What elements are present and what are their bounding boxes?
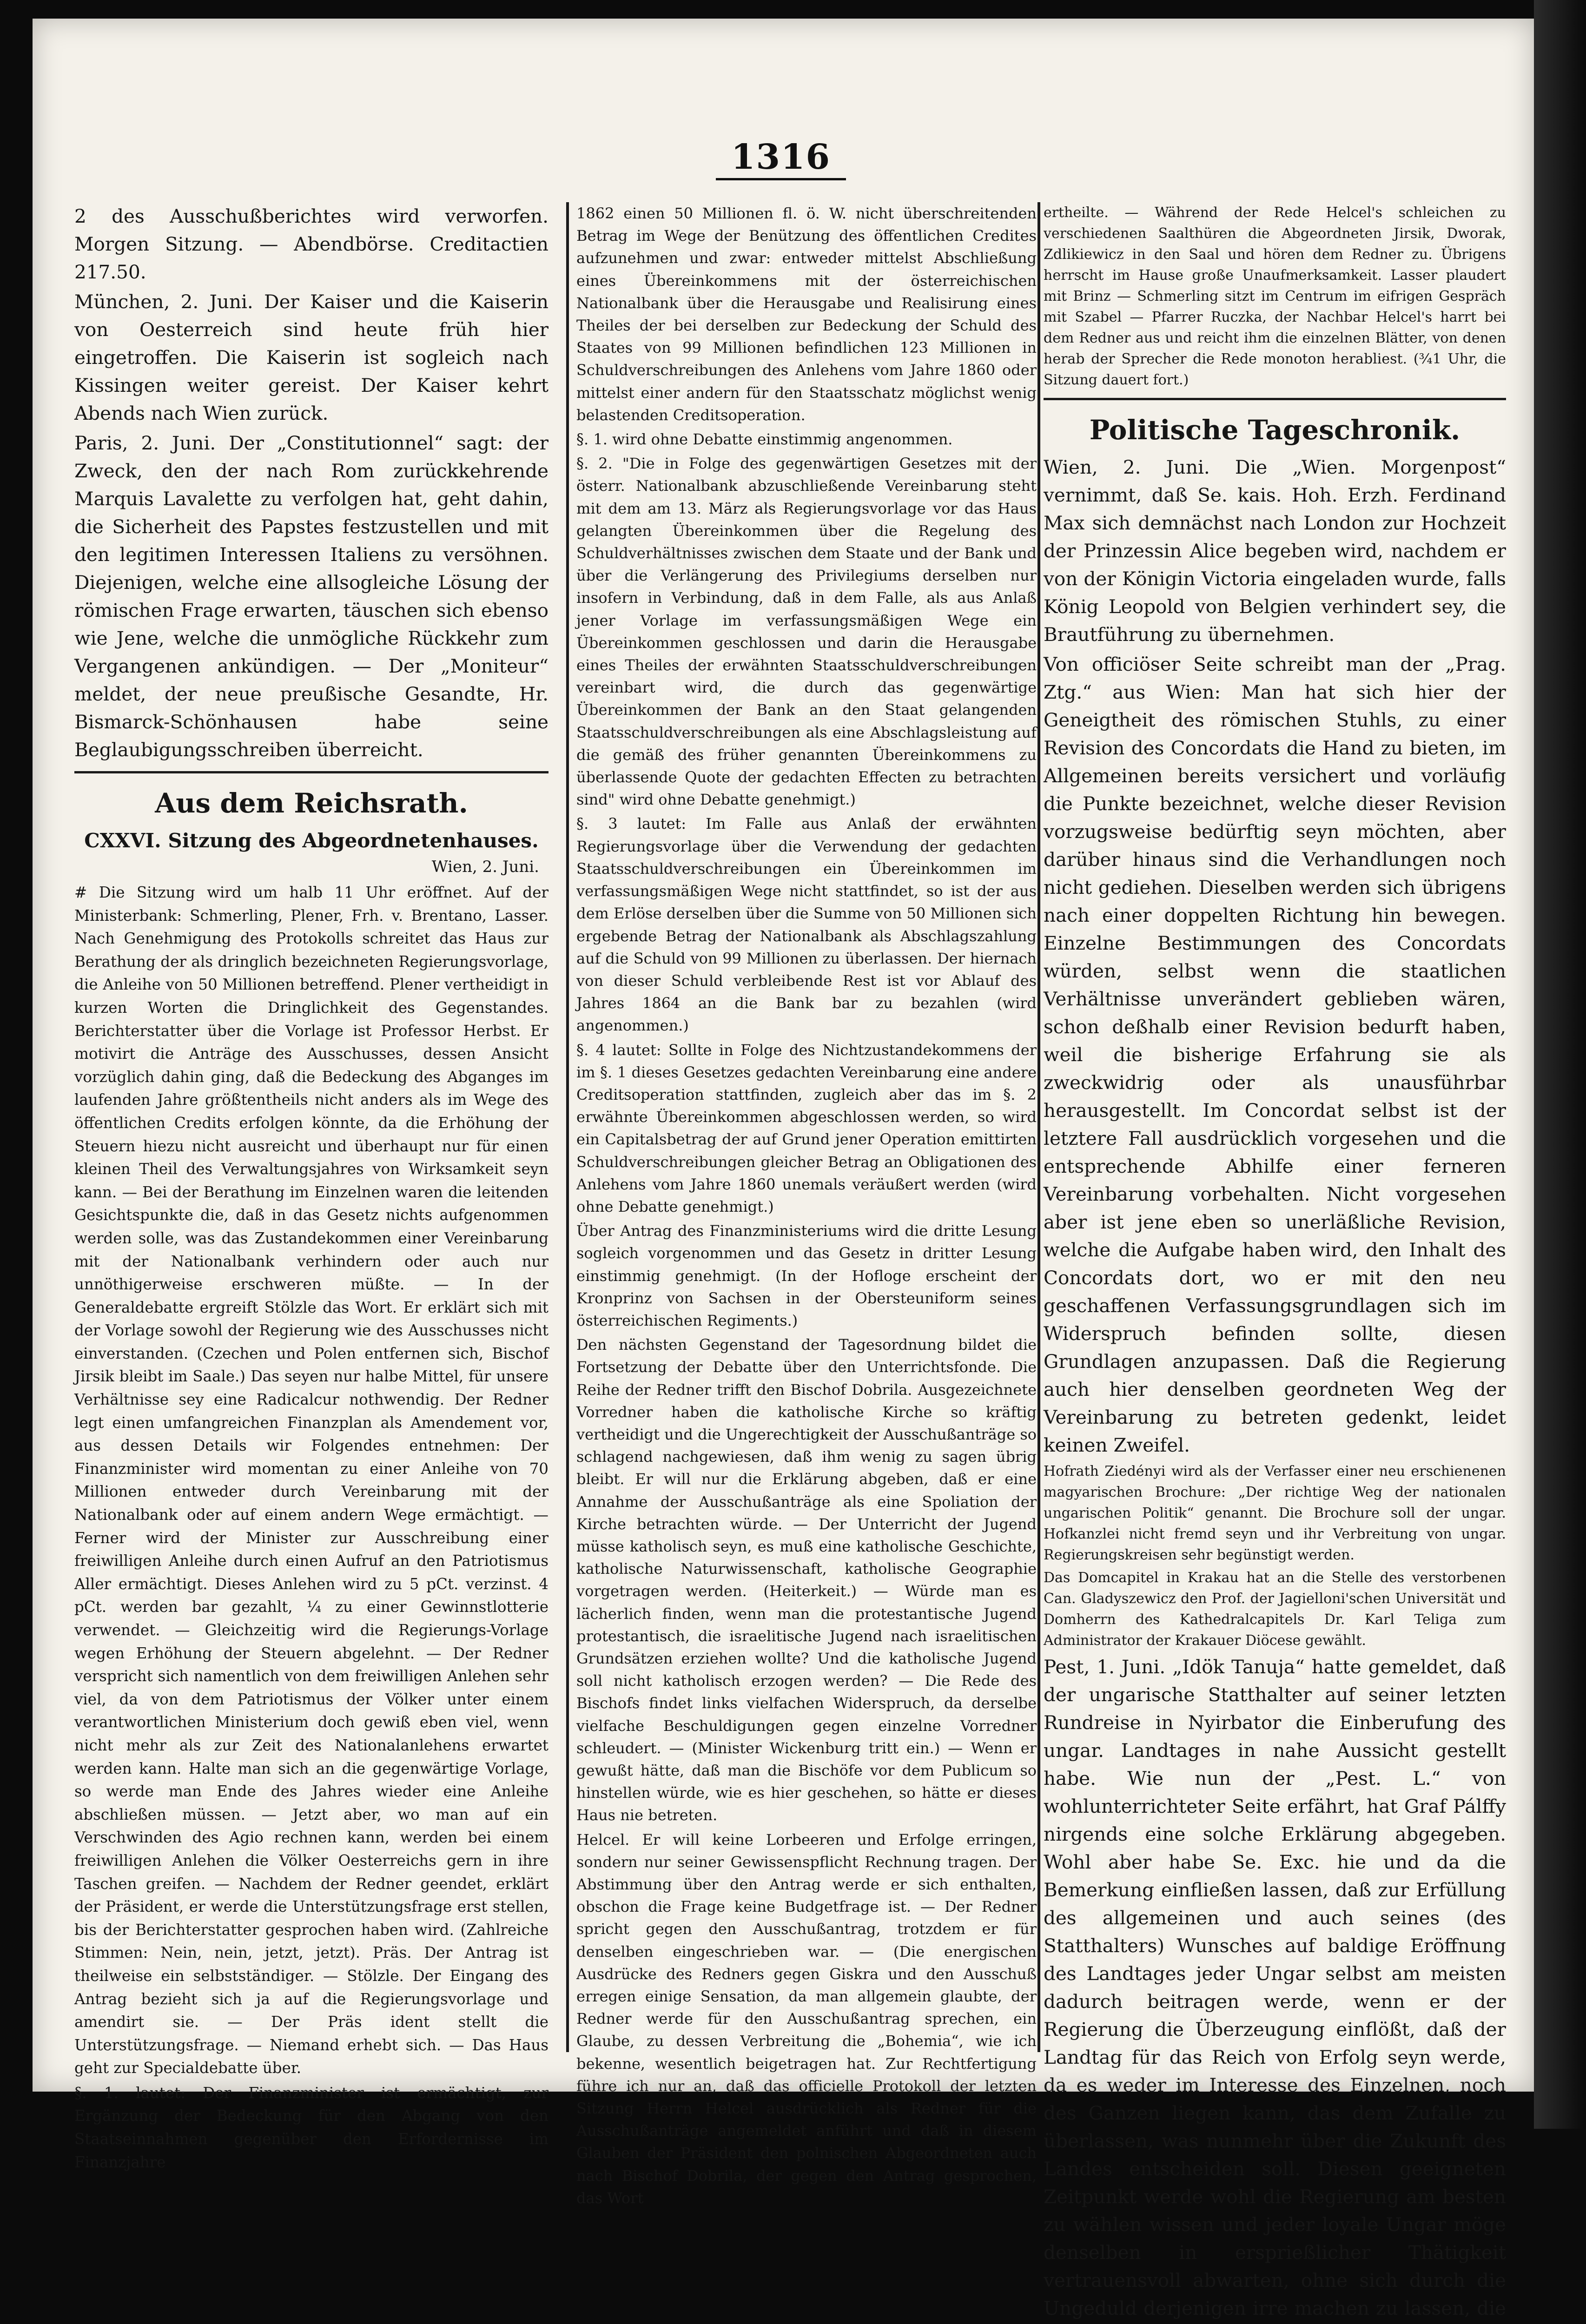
news-paragraph: Paris, 2. Juni. Der „Constitutionnel“ sagt: der Zweck, den der nach Rom zurückkehrende Marquis Lavalette zu verfolgen hat, geht dahin, die Sicherheit des Papstes festzustellen und mit den legitimen Interessen Italiens zu versöhnen. Diejenigen, welche eine allsogleiche Lösung der römischen Frage erwarten, täuschen sich ebenso wie Jene, welche die unmögliche Rückkehr zum Vergangenen ankündigen. — Der „Moniteur“ meldet, der neue preußische Gesandte, Hr. Bismarck-Schönhausen habe seine Beglaubigungsschreiben überreicht.: [74, 432, 548, 761]
news-paragraph-small: Das Domcapitel in Krakau hat an die Stelle des verstorbenen Can. Gladyszewicz den Prof. der Jagielloni'schen Universität und Domherrn des Kathedralcapitels Dr. Karl Teliga zum Administrator der Krakauer Diöcese gewählt.: [1044, 1570, 1506, 1649]
report-paragraph: ertheilte. — Während der Rede Helcel's schleichen zu verschiedenen Saalthüren die Abgeordneten Jirsik, Dworak, Zdlikiewicz in den Saal und hören dem Redner zu. Übrigens herrscht im Hause große Unaufmerksamkeit. Lasser plaudert mit Brinz — Schmerling sitzt im Centrum im eifrigen Gespräch mit Szabel — Pfarrer Ruczka, der Nachbar Helcel's harrt bei dem Redner aus und reicht ihm die einzelnen Blätter, von denen herab der Sprecher die Rede monoton herabliest. (¾1 Uhr, die Sitzung dauert fort.): [1044, 205, 1506, 388]
column-2: [576, 202, 1037, 2207]
news-paragraph: München, 2. Juni. Der Kaiser und die Kaiserin von Oesterreich sind heute früh hier eingetroffen. Die Kaiserin ist sogleich nach Kissingen weiter gereist. Der Kaiser kehrt Abends nach Wien zurück.: [74, 290, 548, 424]
section-divider: [74, 771, 548, 773]
report-paragraph: Den nächsten Gegenstand der Tagesordnung bildet die Fortsetzung der Debatte über den Unterrichtsfonde. Die Reihe der Redner trifft den Bischof Dobrila. Ausgezeichnete Vorredner haben die katholische Kirche so kräftig vertheidigt und die Ungerechtigkeit der Ausschußanträge so schlagend nachgewiesen, daß ihm wenig zu sagen übrig bleibt. Er will nur die Erklärung abgeben, daß er eine Annahme der Ausschußanträge als eine Spoliation der Kirche betrachten würde. — Der Unterricht der Jugend müsse katholisch seyn, es muß eine katholische Geschichte, katholische Naturwissenschaft, katholische Geographie vorgetragen werden. (Heiterkeit.) — Würde man es lächerlich finden, wenn man die protestantische Jugend protestantisch, die israelitische Jugend nach israelitischen Grundsätzen erziehen wollte? Und die katholische Jugend soll nicht katholisch erzogen werden? — Die Rede des Bischofs findet links vielfachen Widerspruch, da derselbe vielfache Beschuldigungen gegen einzelne Vorredner schleudert. — (Minister Wickenburg tritt ein.) — Wenn er gewußt hätte, daß man die Bischöfe vor dem Publicum so hinstellen würde, wie es hier geschehen, so hätte er dieses Haus nie betreten.: [576, 1336, 1037, 1824]
section-divider: [1044, 398, 1506, 400]
session-title: CXXVI. Sitzung des Abgeordnetenhauses.: [84, 829, 539, 852]
column-divider-2: [1038, 202, 1040, 2052]
news-paragraph: Wien, 2. Juni. Die „Wien. Morgenpost“ vernimmt, daß Se. kais. Hoh. Erzh. Ferdinand Max sich demnächst nach London zur Hochzeit der Prinzessin Alice begeben wird, nachdem er von der Königin Victoria eingeladen wurde, falls König Leopold von Belgien verhindert sey, die Brautführung zu übernehmen.: [1044, 456, 1506, 646]
report-paragraph: §. 1. wird ohne Debatte einstimmig angenommen.: [576, 430, 953, 449]
report-paragraph: §. 4 lautet: Sollte in Folge des Nichtzustandekommens der im §. 1 dieses Gesetzes gedachten Vereinbarung eine andere Creditsoperation stattfinden, zugleich aber das im §. 2 erwähnte Übereinkommen abgeschlossen werden, so wird ein Capitalsbetrag der auf Grund jener Operation emittirten Schuldverschreibungen gleicher Betrag an Obligationen des Anlehens vom Jahre 1860 unemals veräußert werden (wird ohne Debatte genehmigt.): [576, 1041, 1037, 1215]
dateline: Wien, 2. Juni.: [431, 858, 539, 876]
column-1: [74, 202, 548, 2171]
report-paragraph: # Die Sitzung wird um halb 11 Uhr eröffnet. Auf der Ministerbank: Schmerling, Plener, Frh. v. Brentano, Lasser. Nach Genehmigung des Protokolls schreitet das Haus zur Berathung der als dringlich bezeichneten Regierungsvorlage, die Anleihe von 50 Millionen betreffend. Plener vertheidigt in kurzen Worten die Dringlichkeit des Gegenstandes. Berichterstatter über die Vorlage ist Professor Herbst. Er motivirt die Anträge des Ausschusses, dessen Ansicht vorzüglich dahin ging, daß die Bedeckung des Abganges im laufenden Jahre größtentheils nicht anders als im Wege des öffentlichen Credits erfolgen könnte, da die Erhöhung der Steuern hiezu nicht ausreicht und überhaupt nur für einen kleinen Theil des Verwaltungsjahres von Wirksamkeit seyn kann. — Bei der Berathung im Einzelnen waren die leitenden Gesichtspunkte die, daß in das Gesetz nichts aufgenommen werden solle, was das Zustandekommen einer Vereinbarung mit der Nationalbank verhindern oder auch nur unnöthigerweise erschweren müßte. — In der Generaldebatte ergreift Stölzle das Wort. Er erklärt sich mit der Vorlage sowohl der Regierung wie des Ausschusses nicht einverstanden. (Czechen und Polen entfernen sich, Bischof Jirsik bleibt im Saale.) Das seyen nur halbe Mittel, für unsere Verhältnisse sey eine Radicalcur nothwendig. Der Redner legt einen umfangreichen Finanzplan als Amendement vor, aus dessen Details wir Folgendes entnehmen: Der Finanzminister wird momentan zu einer Anleihe von 70 Millionen entweder durch Vereinbarung mit der Nationalbank oder auf einem andern Wege ermächtigt. — Ferner wird der Minister zur Ausschreibung einer freiwilligen Anleihe durch einen Aufruf an den Patriotismus Aller ermächtigt. Dieses Anlehen wird zu 5 pCt. verzinst. 4 pCt. werden bar gezahlt, ¼ zu einer Gewinnstlotterie verwendet. — Gleichzeitig wird die Regierungs-Vorlage wegen Erhöhung der Steuern abgelehnt. — Der Redner verspricht sich namentlich von dem freiwilligen Anlehen sehr viel, da von dem Patriotismus der Völker unter einem verantwortlichen Ministerium doch gewiß eben viel, wenn nicht mehr als zur Zeit des Nationalanlehens erwartet werden kann. Halte man sich an die gegenwärtige Vorlage, so werde man Ende des Jahres wieder eine Anleihe abschließen müssen. — Jetzt aber, wo man auf ein Verschwinden des Agio rechnen kann, werden bei einem freiwilligen Anlehen die Völker Oesterreichs gern in ihre Taschen greifen. — Nachdem der Redner geendet, erklärt der Präsident, er werde die Unterstützungsfrage erst stellen, bis der Berichterstatter gesprochen haben wird. (Zahlreiche Stimmen: Nein, nein, jetzt, jetzt). Präs. Der Antrag ist theilweise ein selbstständiger. — Stölzle. Der Eingang des Antrag bezieht sich ja auf die Regierungsvorlage und amendirt sie. — Der Präs ident stellt die Unterstützungsfrage. — Niemand erhebt sich. — Das Haus geht zur Specialdebatte über.: [74, 884, 548, 2077]
report-paragraph: Helcel. Er will keine Lorbeeren und Erfolge erringen, sondern nur seiner Gewissenspflicht Rechnung tragen. Der Abstimmung über den Antrag werde er sich enthalten, obschon die Frage keine Budgetfrage ist. — Der Redner spricht gegen den Ausschußantrag, trotzdem er für denselben eingeschrieben war. — (Die energischen Ausdrücke des Redners gegen Giskra und den Ausschuß erregen einige Sensation, da man allgemein glaubte, der Redner werde für den Ausschußantrag sprechen, ein Glaube, zu dessen Verbreitung die „Bohemia“, wie ich bekenne, wesentlich beigetragen hat. Zur Rechtfertigung führe ich nur an, daß das officielle Protokoll der letzten Sitzung Herrn Helcel ausdrücklich als Redner für die Ausschußanträge angemeldet anführt und daß in diesem Glauben der Präsident den polnischen Abgeordneten auch nach Bischof Dobrila, der gegen den Antrag gesprochen, das Wort: [576, 1830, 1037, 2207]
news-paragraph: Pest, 1. Juni. „Idök Tanuja“ hatte gemeldet, daß der ungarische Statthalter auf seiner letzten Rundreise in Nyirbator die Einberufung des ungar. Landtages in nahe Aussicht gestellt habe. Wie nun der „Pest. L.“ von wohlunterrichteter Seite erfährt, hat Graf Pálffy nirgends eine solche Erklärung abgegeben. Wohl aber habe Se. Exc. hie und da die Bemerkung einfließen lassen, daß zur Erfüllung des allgemeinen und auch seines (des Statthalters) Wunsches auf baldige Eröffnung des Landtages jeder Ungar selbst am meisten dadurch beitragen werde, wenn er der Regierung die Überzeugung einflößt, daß der Landtag für das Reich von Erfolg seyn werde, da es weder im Interesse des Einzelnen, noch des Ganzen liegen kann, das dem Zufalle zu überlassen, was nunmehr über die Zukunft des Landes entscheiden soll. Diesen geeigneten Zeitpunkt werde wohl die Regierung am besten zu wählen wissen und jeder loyale Ungar möge denselben in ersprießlicher Thätigkeit vertrauensvoll abwarten, ohne sich durch die Ungeduld derjenigen irre machen zu lassen, die: [1044, 1656, 1506, 2319]
news-paragraph: Von officiöser Seite schreibt man der „Prag. Ztg.“ aus Wien: Man hat sich hier der Geneigtheit des römischen Stuhls, zu einer Revision des Concordats die Hand zu bieten, im Allgemeinen bereits versichert und vorläufig die Punkte bezeichnet, welche dieser Revision vorzugsweise bedürftig seyn möchten, aber darüber hinaus sind die Verhandlungen noch nicht gediehen. Dieselben werden sich übrigens nach einer doppelten Richtung hin bewegen. Einzelne Bestimmungen des Concordats würden, selbst wenn die staatlichen Verhältnisse unverändert geblieben wären, schon deßhalb einer Revision bedurft haben, weil die bisherige Erfahrung sie als zweckwidrig oder als unausführbar herausgestellt. Im Concordat selbst ist der letztere Fall ausdrücklich vorgesehen und die entsprechende Abhilfe einer ferneren Vereinbarung vorbehalten. Nicht vorgesehen aber ist jene eben so unerläßliche Revision, welche die Aufgabe haben wird, den Inhalt des Concordats dort, wo er mit den neu geschaffenen Verfassungsgrundlagen sich im Widerspruch befinden sollte, diesen Grundlagen anzupassen. Daß die Regierung auch hier denselben geordneten Weg der Vereinbarung zu betreten gedenkt, leidet keinen Zweifel.: [1044, 653, 1506, 1456]
report-paragraph: Über Antrag des Finanzministeriums wird die dritte Lesung sogleich vorgenommen und das Gesetz in dritter Lesung einstimmig genehmigt. (In der Hofloge erscheint der Kronprinz von Sachsen in der Obersteuniform seines österreichischen Regiments.): [576, 1222, 1037, 1329]
news-paragraph-small: Hofrath Ziedényi wird als der Verfasser einer neu erschienenen magyarischen Brochure: „Der richtige Weg der nationalen ungarischen Politik“ genannt. Die Brochure soll der ungar. Hofkanzlei nicht fremd seyn und ihr Verbreitung von ungar. Regierungskreisen sehr begünstigt werden.: [1044, 1463, 1506, 1563]
report-paragraph: §. 1. lautet: Der Finanzminister ist ermächtigt, zur Ergänzung der Bedeckung für den Abgang von den Staatseinnahmen gegenüber den Erfordernisse im Finanzjahre: [74, 2084, 548, 2171]
report-paragraph: §. 2. "Die in Folge des gegenwärtigen Gesetzes mit der österr. Nationalbank abzuschließende Vereinbarung steht mit dem am 13. März als Regierungsvorlage vor das Haus gelangten Übereinkommen über die Regelung des Schuldverhältnisses zwischen dem Staate und der Bank und über die Verlängerung des Privilegiums derselben nur insofern in Verbindung, daß in dem Falle, als aus Anlaß jener Vorlage im verfassungsmäßigen Wege ein Übereinkommen geschlossen und darin die Herausgabe eines Theiles der erwähnten Staatsschuldverschreibungen vereinbart wird, die durch das gegenwärtige Übereinkommen der Bank an den Staat gelangenden Staatsschuldverschreibungen als eine Abschlagsleistung auf die gemäß des früher genannten Übereinkommens zu überlassende Quote der gedachten Effecten zu betrachten sind" wird ohne Debatte genehmigt.): [576, 455, 1037, 809]
report-paragraph: §. 3 lautet: Im Falle aus Anlaß der erwähnten Regierungsvorlage über die Verwendung der gedachten Staatsschuldverschreibungen ein Übereinkommen im verfassungsmäßigen Wege nicht stattfindet, so ist der aus dem Erlöse derselben über die Summe von 50 Millionen sich ergebende Betrag der Nationalbank als Abschlagszahlung auf die Schuld von 99 Millionen zu überlassen. Der hiernach von dieser Schuld verbleibende Rest ist vor Ablauf des Jahres 1864 an die Bank bar zu bezahlen (wird angenommen.): [576, 815, 1037, 1035]
section-title: Politische Tageschronik.: [1089, 414, 1460, 446]
page-number: 1316: [716, 137, 846, 180]
column-3: [1044, 202, 1506, 2319]
section-title: Aus dem Reichsrath.: [155, 787, 468, 819]
column-divider-1: [566, 202, 569, 2052]
news-paragraph: 2 des Ausschußberichtes wird verworfen. Morgen Sitzung. — Abendbörse. Creditactien 217.50.: [74, 205, 548, 283]
report-paragraph: 1862 einen 50 Millionen fl. ö. W. nicht überschreitenden Betrag im Wege der Benützung des öffentlichen Credites aufzunehmen und zwar: entweder mittelst Abschließung eines Übereinkommens mit der österreichischen Nationalbank über die Herausgabe und Realisirung eines Theiles der bei derselben zur Bedeckung der Schuld des Staates von 99 Millionen befindlichen 123 Millionen in Schuldverschreibungen des Anlehens vom Jahre 1860 oder mittelst einer andern für den Staatsschatz möglichst wenig belastenden Creditsoperation.: [576, 205, 1037, 424]
page-gutter-shadow: [1534, 0, 1586, 2129]
